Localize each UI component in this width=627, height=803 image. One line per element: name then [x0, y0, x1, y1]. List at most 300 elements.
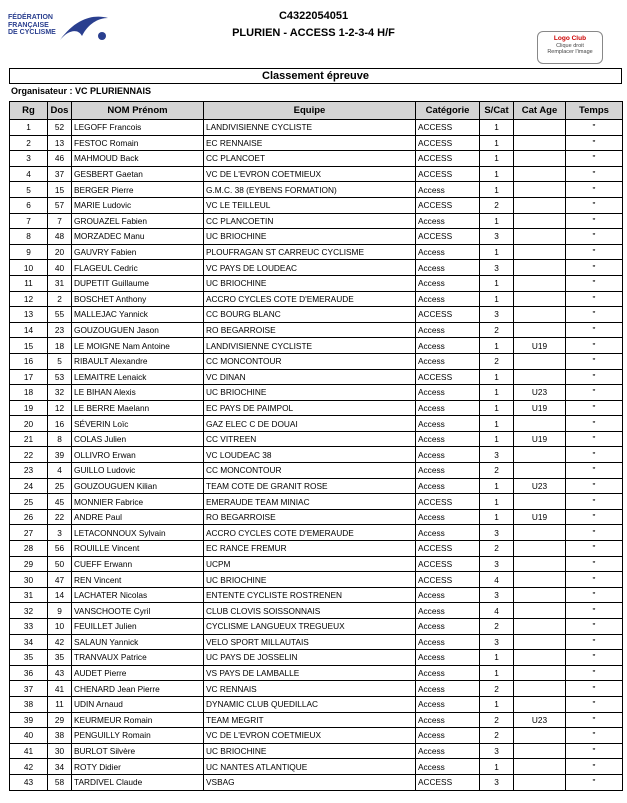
- cell-subcategory: 4: [480, 572, 514, 588]
- cell-subcategory: 1: [480, 416, 514, 432]
- table-body: [10, 120, 623, 791]
- cell-subcategory: 1: [480, 166, 514, 182]
- cell-age-category: [514, 275, 566, 291]
- cell-rank: 22: [10, 447, 48, 463]
- cell-name: BOSCHET Anthony: [72, 291, 204, 307]
- cell-subcategory: 4: [480, 603, 514, 619]
- cell-rank: 11: [10, 275, 48, 291]
- cell-team: RO BEGARROISE: [204, 322, 416, 338]
- cell-time: ": [566, 572, 623, 588]
- cell-time: ": [566, 447, 623, 463]
- cell-age-category: [514, 650, 566, 666]
- cell-age-category: [514, 619, 566, 635]
- cell-name: LETACONNOUX Sylvain: [72, 525, 204, 541]
- cell-category: ACCESS: [416, 307, 480, 323]
- cell-rank: 19: [10, 400, 48, 416]
- cell-time: ": [566, 665, 623, 681]
- cell-name: GUILLO Ludovic: [72, 463, 204, 479]
- cell-category: Access: [416, 213, 480, 229]
- cell-time: ": [566, 743, 623, 759]
- cell-time: ": [566, 603, 623, 619]
- cell-time: ": [566, 774, 623, 790]
- cell-bib: 20: [48, 244, 72, 260]
- cell-time: ": [566, 696, 623, 712]
- cell-team: ACCRO CYCLES COTE D'EMERAUDE: [204, 291, 416, 307]
- cell-team: VC RENNAIS: [204, 681, 416, 697]
- cell-rank: 26: [10, 509, 48, 525]
- cell-rank: 7: [10, 213, 48, 229]
- table-row: [10, 213, 623, 229]
- table-row: [10, 494, 623, 510]
- cell-category: Access: [416, 759, 480, 775]
- table-row: [10, 353, 623, 369]
- cell-name: LE MOIGNE Nam Antoine: [72, 338, 204, 354]
- cell-age-category: U23: [514, 385, 566, 401]
- cell-age-category: U19: [514, 338, 566, 354]
- cell-time: ": [566, 166, 623, 182]
- cell-time: ": [566, 275, 623, 291]
- table-row: [10, 120, 623, 136]
- cell-rank: 18: [10, 385, 48, 401]
- table-row: [10, 587, 623, 603]
- cell-subcategory: 2: [480, 712, 514, 728]
- cell-age-category: [514, 416, 566, 432]
- cell-category: ACCESS: [416, 494, 480, 510]
- cell-age-category: [514, 151, 566, 167]
- cell-name: AUDET Pierre: [72, 665, 204, 681]
- cell-bib: 22: [48, 509, 72, 525]
- table-row: [10, 291, 623, 307]
- cell-time: ": [566, 400, 623, 416]
- cell-name: LEMAITRE Lenaick: [72, 369, 204, 385]
- cell-age-category: [514, 353, 566, 369]
- cell-bib: 48: [48, 229, 72, 245]
- cell-time: ": [566, 307, 623, 323]
- cell-rank: 33: [10, 619, 48, 635]
- cell-bib: 40: [48, 260, 72, 276]
- cell-rank: 25: [10, 494, 48, 510]
- cell-category: Access: [416, 681, 480, 697]
- cell-age-category: [514, 774, 566, 790]
- club-logo-title: Logo Club: [553, 35, 587, 42]
- cell-subcategory: 3: [480, 774, 514, 790]
- cell-name: KEURMEUR Romain: [72, 712, 204, 728]
- table-row: [10, 400, 623, 416]
- cell-age-category: [514, 759, 566, 775]
- table-row: [10, 307, 623, 323]
- cell-subcategory: 1: [480, 696, 514, 712]
- cell-team: CYCLISME LANGUEUX TREGUEUX: [204, 619, 416, 635]
- cell-team: CC PLANCOETIN: [204, 213, 416, 229]
- cell-rank: 24: [10, 478, 48, 494]
- table-row: [10, 541, 623, 557]
- table-row: [10, 135, 623, 151]
- col-header-team: Equipe: [204, 102, 416, 120]
- cell-rank: 9: [10, 244, 48, 260]
- cell-category: Access: [416, 619, 480, 635]
- cell-subcategory: 3: [480, 229, 514, 245]
- cell-bib: 10: [48, 619, 72, 635]
- cell-age-category: [514, 291, 566, 307]
- cell-rank: 39: [10, 712, 48, 728]
- cell-name: UDIN Arnaud: [72, 696, 204, 712]
- cell-team: VC LE TEILLEUL: [204, 197, 416, 213]
- cell-age-category: [514, 322, 566, 338]
- cell-name: RIBAULT Alexandre: [72, 353, 204, 369]
- table-row: [10, 509, 623, 525]
- table-row: [10, 385, 623, 401]
- cell-bib: 23: [48, 322, 72, 338]
- cell-time: ": [566, 712, 623, 728]
- cell-name: REN Vincent: [72, 572, 204, 588]
- cell-subcategory: 1: [480, 182, 514, 198]
- cell-rank: 13: [10, 307, 48, 323]
- cell-name: BERGER Pierre: [72, 182, 204, 198]
- cell-bib: 58: [48, 774, 72, 790]
- table-row: [10, 166, 623, 182]
- cell-category: Access: [416, 603, 480, 619]
- cell-name: BURLOT Silvère: [72, 743, 204, 759]
- cell-time: ": [566, 728, 623, 744]
- cell-team: EC RENNAISE: [204, 135, 416, 151]
- cell-team: ENTENTE CYCLISTE ROSTRENEN: [204, 587, 416, 603]
- cell-team: UC BRIOCHINE: [204, 229, 416, 245]
- cell-bib: 53: [48, 369, 72, 385]
- cell-age-category: U19: [514, 431, 566, 447]
- cell-time: ": [566, 369, 623, 385]
- cell-bib: 16: [48, 416, 72, 432]
- cell-team: VSBAG: [204, 774, 416, 790]
- cell-age-category: [514, 728, 566, 744]
- cell-age-category: [514, 260, 566, 276]
- cell-team: RO BEGARROISE: [204, 509, 416, 525]
- cell-bib: 13: [48, 135, 72, 151]
- cell-team: CC BOURG BLANC: [204, 307, 416, 323]
- cell-name: LE BERRE Maelann: [72, 400, 204, 416]
- event-id: C4322054051: [278, 10, 349, 22]
- cell-bib: 56: [48, 541, 72, 557]
- cell-rank: 4: [10, 166, 48, 182]
- cell-category: ACCESS: [416, 572, 480, 588]
- cell-subcategory: 2: [480, 322, 514, 338]
- section-title: Classement épreuve: [9, 68, 622, 84]
- cell-time: ": [566, 650, 623, 666]
- cell-category: Access: [416, 431, 480, 447]
- cell-category: Access: [416, 353, 480, 369]
- cell-age-category: [514, 587, 566, 603]
- cell-time: ": [566, 587, 623, 603]
- cell-subcategory: 1: [480, 665, 514, 681]
- cell-age-category: [514, 135, 566, 151]
- cell-category: Access: [416, 478, 480, 494]
- cell-bib: 5: [48, 353, 72, 369]
- cell-name: SALAUN Yannick: [72, 634, 204, 650]
- cell-age-category: U23: [514, 478, 566, 494]
- cell-age-category: [514, 197, 566, 213]
- cell-rank: 28: [10, 541, 48, 557]
- cell-age-category: [514, 525, 566, 541]
- table-row: [10, 416, 623, 432]
- organizer: Organisateur : VC PLURIENNAIS: [11, 86, 152, 96]
- cell-subcategory: 1: [480, 759, 514, 775]
- table-row: [10, 244, 623, 260]
- cell-time: ": [566, 151, 623, 167]
- cell-bib: 18: [48, 338, 72, 354]
- cell-subcategory: 1: [480, 244, 514, 260]
- cell-age-category: [514, 541, 566, 557]
- table-row: [10, 338, 623, 354]
- cell-team: DYNAMIC CLUB QUEDILLAC: [204, 696, 416, 712]
- table-row: [10, 197, 623, 213]
- cell-rank: 27: [10, 525, 48, 541]
- cell-category: Access: [416, 509, 480, 525]
- cell-team: TEAM COTE DE GRANIT ROSE: [204, 478, 416, 494]
- table-row: [10, 603, 623, 619]
- federation-logo-text: FÉDÉRATION FRANÇAISE DE CYCLISME: [8, 14, 56, 36]
- cell-team: VELO SPORT MILLAUTAIS: [204, 634, 416, 650]
- cell-age-category: [514, 603, 566, 619]
- cell-category: Access: [416, 291, 480, 307]
- cell-name: MAHMOUD Back: [72, 151, 204, 167]
- cell-name: GOUZOUGUEN Kilian: [72, 478, 204, 494]
- cell-subcategory: 1: [480, 385, 514, 401]
- cell-time: ": [566, 197, 623, 213]
- cell-age-category: [514, 696, 566, 712]
- cell-subcategory: 2: [480, 463, 514, 479]
- event-title: PLURIEN - ACCESS 1-2-3-4 H/F: [232, 27, 395, 39]
- cell-time: ": [566, 213, 623, 229]
- cell-bib: 14: [48, 587, 72, 603]
- cell-team: VS PAYS DE LAMBALLE: [204, 665, 416, 681]
- table-row: [10, 774, 623, 790]
- cell-bib: 50: [48, 556, 72, 572]
- cell-age-category: [514, 244, 566, 260]
- cell-name: OLLIVRO Erwan: [72, 447, 204, 463]
- table-row: [10, 478, 623, 494]
- cell-rank: 29: [10, 556, 48, 572]
- cell-team: UC PAYS DE JOSSELIN: [204, 650, 416, 666]
- cell-subcategory: 1: [480, 213, 514, 229]
- cell-subcategory: 1: [480, 135, 514, 151]
- cell-rank: 43: [10, 774, 48, 790]
- cell-category: Access: [416, 650, 480, 666]
- cell-rank: 14: [10, 322, 48, 338]
- cell-category: ACCESS: [416, 541, 480, 557]
- cell-time: ": [566, 244, 623, 260]
- cell-team: UC BRIOCHINE: [204, 275, 416, 291]
- cell-name: LE BIHAN Alexis: [72, 385, 204, 401]
- cell-age-category: [514, 665, 566, 681]
- cell-bib: 38: [48, 728, 72, 744]
- cell-name: DUPETIT Guillaume: [72, 275, 204, 291]
- cell-category: Access: [416, 400, 480, 416]
- cell-subcategory: 1: [480, 338, 514, 354]
- cell-time: ": [566, 120, 623, 136]
- cell-time: ": [566, 322, 623, 338]
- cell-rank: 5: [10, 182, 48, 198]
- cell-category: ACCESS: [416, 369, 480, 385]
- cell-bib: 35: [48, 650, 72, 666]
- cell-name: MARIE Ludovic: [72, 197, 204, 213]
- cell-name: TRANVAUX Patrice: [72, 650, 204, 666]
- cell-rank: 12: [10, 291, 48, 307]
- cell-team: LANDIVISIENNE CYCLISTE: [204, 338, 416, 354]
- cell-bib: 4: [48, 463, 72, 479]
- cell-subcategory: 3: [480, 307, 514, 323]
- cell-name: TARDIVEL Claude: [72, 774, 204, 790]
- cell-rank: 17: [10, 369, 48, 385]
- table-row: [10, 572, 623, 588]
- table-row: [10, 728, 623, 744]
- cell-time: ": [566, 634, 623, 650]
- cell-time: ": [566, 525, 623, 541]
- cell-name: MALLEJAC Yannick: [72, 307, 204, 323]
- cell-team: VC DINAN: [204, 369, 416, 385]
- cell-rank: 40: [10, 728, 48, 744]
- cell-time: ": [566, 759, 623, 775]
- cell-bib: 2: [48, 291, 72, 307]
- table-row: [10, 151, 623, 167]
- cell-name: VANSCHOOTE Cyril: [72, 603, 204, 619]
- cell-name: MONNIER Fabrice: [72, 494, 204, 510]
- cell-subcategory: 2: [480, 541, 514, 557]
- table-row: [10, 369, 623, 385]
- cell-bib: 52: [48, 120, 72, 136]
- cell-subcategory: 3: [480, 556, 514, 572]
- cell-category: ACCESS: [416, 197, 480, 213]
- cell-subcategory: 1: [480, 509, 514, 525]
- cell-bib: 11: [48, 696, 72, 712]
- cell-rank: 6: [10, 197, 48, 213]
- table-row: [10, 275, 623, 291]
- cell-age-category: U23: [514, 712, 566, 728]
- cell-rank: 16: [10, 353, 48, 369]
- cell-bib: 15: [48, 182, 72, 198]
- cell-name: ANDRE Paul: [72, 509, 204, 525]
- cell-category: Access: [416, 338, 480, 354]
- cell-subcategory: 1: [480, 291, 514, 307]
- cell-category: ACCESS: [416, 135, 480, 151]
- cell-rank: 42: [10, 759, 48, 775]
- cell-category: Access: [416, 447, 480, 463]
- cell-team: EC PAYS DE PAIMPOL: [204, 400, 416, 416]
- cell-age-category: [514, 556, 566, 572]
- cell-bib: 57: [48, 197, 72, 213]
- cell-rank: 23: [10, 463, 48, 479]
- cell-name: FESTOC Romain: [72, 135, 204, 151]
- cell-team: CC MONCONTOUR: [204, 353, 416, 369]
- cell-subcategory: 1: [480, 275, 514, 291]
- cell-team: CC VITREEN: [204, 431, 416, 447]
- col-header-category: Catégorie: [416, 102, 480, 120]
- table-row: [10, 229, 623, 245]
- cell-team: ACCRO CYCLES COTE D'EMERAUDE: [204, 525, 416, 541]
- table-row: [10, 525, 623, 541]
- table-row: [10, 260, 623, 276]
- cell-rank: 3: [10, 151, 48, 167]
- cell-team: UC BRIOCHINE: [204, 572, 416, 588]
- cell-time: ": [566, 463, 623, 479]
- table-row: [10, 681, 623, 697]
- cell-team: EC RANCE FREMUR: [204, 541, 416, 557]
- cell-rank: 41: [10, 743, 48, 759]
- cell-name: FEUILLET Julien: [72, 619, 204, 635]
- cell-rank: 21: [10, 431, 48, 447]
- cell-name: FLAGEUL Cedric: [72, 260, 204, 276]
- cell-category: Access: [416, 696, 480, 712]
- cell-team: GAZ ELEC C DE DOUAI: [204, 416, 416, 432]
- table-header-row: [10, 102, 623, 120]
- table-row: [10, 463, 623, 479]
- cell-rank: 30: [10, 572, 48, 588]
- cell-subcategory: 2: [480, 197, 514, 213]
- cell-subcategory: 2: [480, 619, 514, 635]
- cell-team: CLUB CLOVIS SOISSONNAIS: [204, 603, 416, 619]
- cell-subcategory: 3: [480, 743, 514, 759]
- cell-name: CUEFF Erwann: [72, 556, 204, 572]
- table-row: [10, 619, 623, 635]
- cell-team: UCPM: [204, 556, 416, 572]
- cell-team: VC PAYS DE LOUDEAC: [204, 260, 416, 276]
- cell-rank: 32: [10, 603, 48, 619]
- cell-category: Access: [416, 322, 480, 338]
- cell-time: ": [566, 385, 623, 401]
- cell-name: ROTY Didier: [72, 759, 204, 775]
- cell-category: Access: [416, 712, 480, 728]
- cell-category: Access: [416, 182, 480, 198]
- cell-age-category: [514, 369, 566, 385]
- cell-bib: 41: [48, 681, 72, 697]
- cell-bib: 32: [48, 385, 72, 401]
- cell-category: Access: [416, 385, 480, 401]
- table-row: [10, 743, 623, 759]
- cell-rank: 10: [10, 260, 48, 276]
- cell-subcategory: 1: [480, 494, 514, 510]
- cell-subcategory: 1: [480, 478, 514, 494]
- cell-bib: 9: [48, 603, 72, 619]
- cell-team: VC DE L'EVRON COETMIEUX: [204, 166, 416, 182]
- cell-team: EMERAUDE TEAM MINIAC: [204, 494, 416, 510]
- results-table: [9, 101, 623, 791]
- cell-category: ACCESS: [416, 774, 480, 790]
- cell-category: ACCESS: [416, 151, 480, 167]
- club-logo-line1: Clique droit: [556, 43, 584, 49]
- cell-team: VC LOUDEAC 38: [204, 447, 416, 463]
- cell-bib: 37: [48, 166, 72, 182]
- table-row: [10, 431, 623, 447]
- cell-age-category: [514, 120, 566, 136]
- cell-name: COLAS Julien: [72, 431, 204, 447]
- cell-bib: 8: [48, 431, 72, 447]
- cell-subcategory: 3: [480, 525, 514, 541]
- cell-rank: 31: [10, 587, 48, 603]
- cell-rank: 15: [10, 338, 48, 354]
- cell-bib: 55: [48, 307, 72, 323]
- cell-category: Access: [416, 665, 480, 681]
- cell-name: ROUILLE Vincent: [72, 541, 204, 557]
- table-row: [10, 650, 623, 666]
- cell-bib: 47: [48, 572, 72, 588]
- table-row: [10, 634, 623, 650]
- cell-subcategory: 1: [480, 431, 514, 447]
- cell-age-category: [514, 229, 566, 245]
- cell-category: Access: [416, 728, 480, 744]
- cell-age-category: U19: [514, 509, 566, 525]
- cell-age-category: [514, 213, 566, 229]
- cell-rank: 38: [10, 696, 48, 712]
- cell-team: PLOUFRAGAN ST CARREUC CYCLISME: [204, 244, 416, 260]
- cell-bib: 30: [48, 743, 72, 759]
